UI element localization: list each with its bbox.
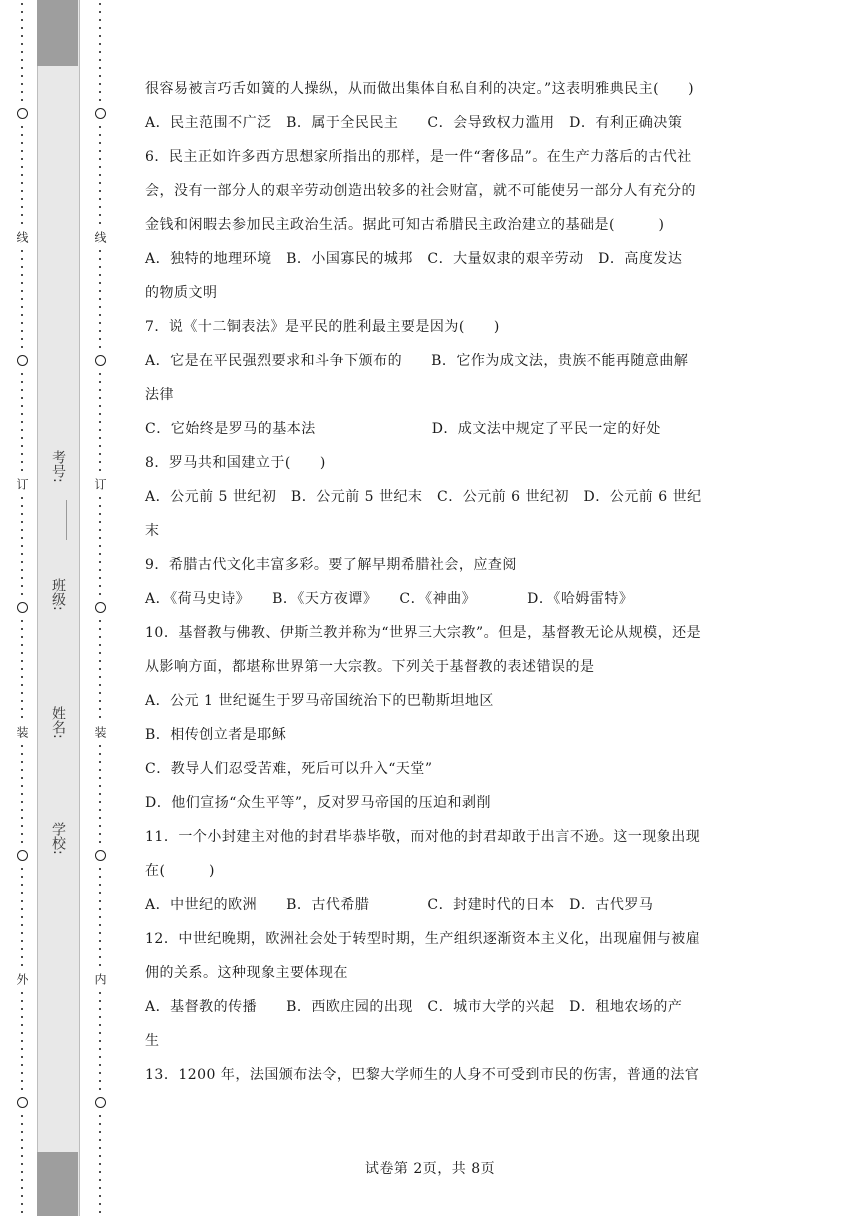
options-q7: A．它是在平民强烈要求和斗争下颁布的 B．它作为成文法，贵族不能再随意曲解	[145, 353, 689, 369]
outer-mark-ding: 订	[15, 478, 29, 491]
options-q7-cont: 法律	[145, 387, 174, 403]
question-6-text: 6．民主正如许多西方思想家所指出的那样，是一件“奢侈品”。在生产力落后的古代社	[145, 149, 692, 165]
circle-mark-icon	[17, 1097, 28, 1108]
circle-mark-icon	[95, 355, 106, 366]
circle-mark-icon	[17, 108, 28, 119]
options-q6-cont: 的物质文明	[145, 285, 218, 301]
inner-mark-xian: 线	[93, 231, 107, 244]
option-q10-c: C．教导人们忍受苦难，死后可以升入“天堂”	[145, 761, 433, 777]
circle-mark-icon	[17, 850, 28, 861]
inner-mark-ding: 订	[93, 478, 107, 491]
question-12-text: 佣的关系。这种现象主要体现在	[145, 965, 348, 981]
circle-mark-icon	[95, 602, 106, 613]
options-q5: A．民主范围不广泛 B．属于全民民主 C．会导致权力滥用 D．有利正确决策	[145, 115, 683, 131]
question-9-text: 9．希腊古代文化丰富多彩。要了解早期希腊社会，应查阅	[145, 557, 517, 573]
question-12-text: 12．中世纪晚期，欧洲社会处于转型时期，生产组织逐渐资本主义化，出现雇佣与被雇	[145, 931, 701, 947]
inner-cut-line	[94, 0, 106, 1216]
options-q6: A．独特的地理环境 B．小国寡民的城邦 C．大量奴隶的艰辛劳动 D．高度发达	[145, 251, 683, 267]
options-q8: A．公元前 5 世纪初 B．公元前 5 世纪末 C．公元前 6 世纪初 D．公元前 6 世纪	[145, 489, 702, 505]
question-11-text: 在( )	[145, 863, 215, 879]
question-6-text: 金钱和闲暇去参加民主政治生活。据此可知古希腊民主政治建立的基础是( )	[145, 217, 665, 233]
exam-content	[145, 72, 715, 1092]
option-q10-b: B．相传创立者是耶稣	[145, 727, 287, 743]
question-10-text: 从影响方面，都堪称世界第一大宗教。下列关于基督教的表述错误的是	[145, 659, 595, 675]
options-q9: A．《荷马史诗》 B．《天方夜谭》 C．《神曲》 D．《哈姆雷特》	[145, 591, 634, 607]
options-q8-cont: 末	[145, 523, 160, 539]
question-8-text: 8．罗马共和国建立于( )	[145, 455, 326, 471]
question-11-text: 11．一个小封建主对他的封君毕恭毕敬，而对他的封君却敢于出言不逊。这一现象出现	[145, 829, 701, 845]
text-line: 很容易被言巧舌如簧的人操纵，从而做出集体自私自利的决定。”这表明雅典民主( )	[145, 81, 695, 97]
binding-strip-top-block	[37, 0, 78, 66]
circle-mark-icon	[95, 850, 106, 861]
question-10-text: 10．基督教与佛教、伊斯兰教并称为“世界三大宗教”。但是，基督教无论从规模，还是	[145, 625, 702, 641]
options-q7: C．它始终是罗马的基本法 D．成文法中规定了平民一定的好处	[145, 421, 661, 437]
question-13-text: 13．1200 年，法国颁布法令，巴黎大学师生的人身不可受到市民的伤害，普通的法官	[145, 1067, 700, 1083]
field-school: 学校:	[50, 822, 66, 855]
inner-mark-zhuang: 装	[93, 725, 107, 738]
outer-mark-zhuang: 装	[15, 725, 29, 738]
outer-mark-wai: 外	[15, 972, 29, 985]
field-exam-number: 考号:	[50, 450, 66, 483]
question-7-text: 7．说《十二铜表法》是平民的胜利最主要是因为( )	[145, 319, 500, 335]
question-6-text: 会，没有一部分人的艰辛劳动创造出较多的社会财富，就不可能使另一部分人有充分的	[145, 183, 696, 199]
options-q11: A．中世纪的欧洲 B．古代希腊 C．封建时代的日本 D．古代罗马	[145, 897, 654, 913]
field-exam-number-line	[66, 500, 67, 540]
circle-mark-icon	[17, 602, 28, 613]
circle-mark-icon	[17, 355, 28, 366]
option-q10-a: A．公元 1 世纪诞生于罗马帝国统治下的巴勒斯坦地区	[145, 693, 494, 709]
options-q12: A．基督教的传播 B．西欧庄园的出现 C．城市大学的兴起 D．租地农场的产	[145, 999, 683, 1015]
page-footer: 试卷第 2页，共 8页	[364, 1161, 496, 1177]
field-name: 姓名:	[50, 706, 66, 739]
circle-mark-icon	[95, 1097, 106, 1108]
inner-mark-nei: 内	[93, 972, 107, 985]
field-class: 班级:	[50, 578, 66, 611]
outer-mark-xian: 线	[15, 231, 29, 244]
options-q12-cont: 生	[145, 1033, 160, 1049]
outer-cut-line	[16, 0, 28, 1216]
option-q10-d: D．他们宣扬“众生平等”，反对罗马帝国的压迫和剥削	[145, 795, 492, 811]
circle-mark-icon	[95, 108, 106, 119]
